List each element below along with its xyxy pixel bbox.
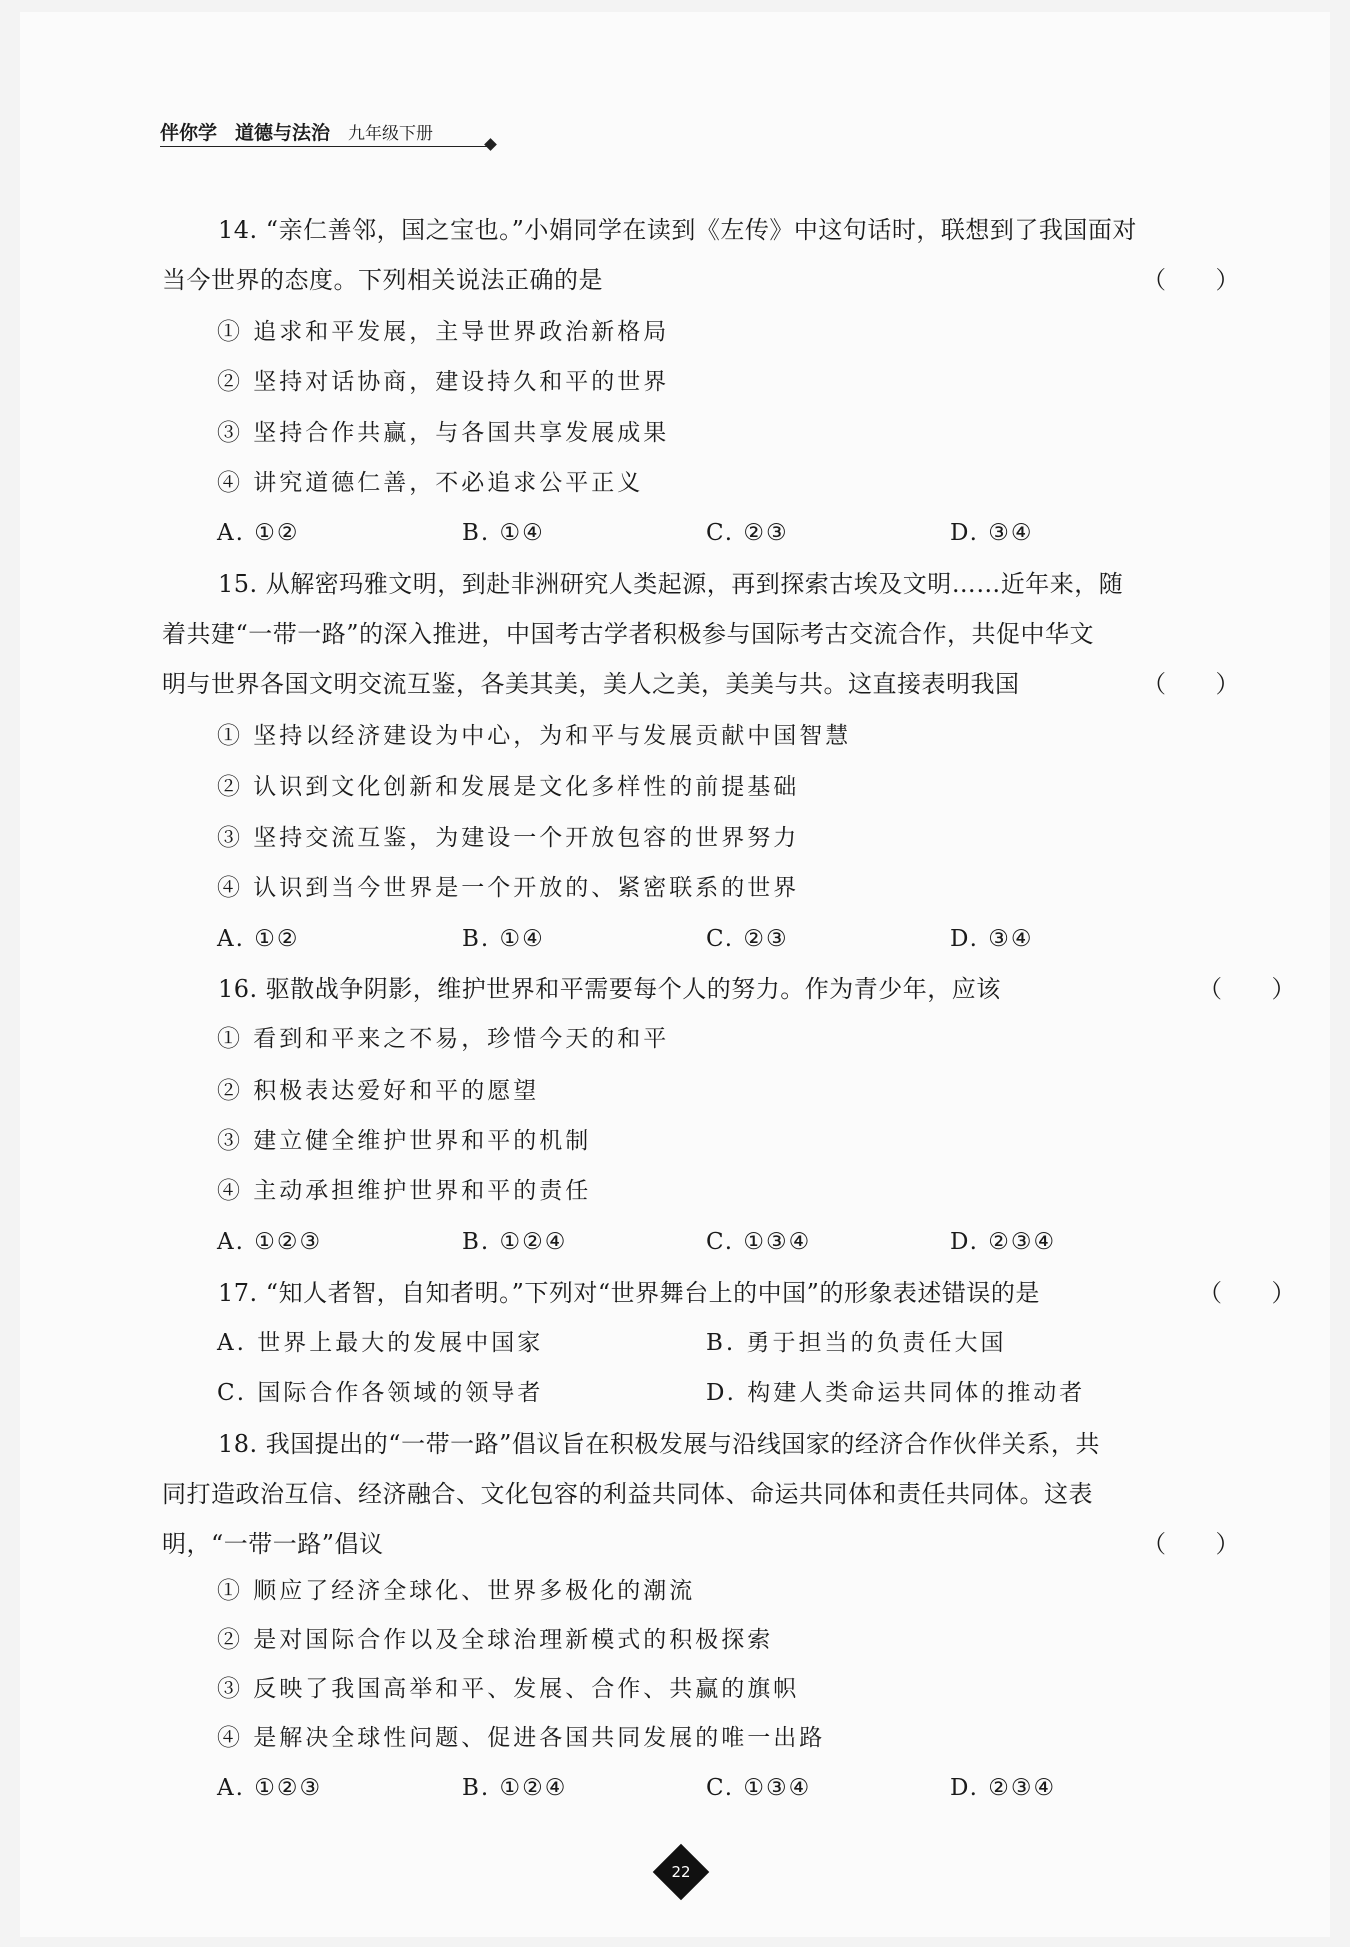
option-item: ② 是对国际合作以及全球治理新模式的积极探索 xyxy=(217,1627,774,1653)
question-stem-line: 17. “知人者智，自知者明。”下列对“世界舞台上的中国”的形象表述错误的是 xyxy=(218,1279,1040,1307)
answer-choice-c: C. ①③④ xyxy=(706,1229,812,1255)
answer-paren: （ ） xyxy=(1142,1530,1240,1558)
option-item: ③ 建立健全维护世界和平的机制 xyxy=(217,1128,592,1154)
answer-choice-a: A. ①② xyxy=(217,520,300,546)
option-item: ① 坚持以经济建设为中心，为和平与发展贡献中国智慧 xyxy=(217,723,852,749)
answer-paren: （ ） xyxy=(1142,266,1240,294)
answer-choice-d: D. ③④ xyxy=(950,520,1034,546)
header-brand: 伴你学 xyxy=(160,122,218,144)
question-stem-line: 15. 从解密玛雅文明，到赴非洲研究人类起源，再到探索古埃及文明……近年来，随 xyxy=(218,570,1124,598)
option-item: ② 坚持对话协商，建设持久和平的世界 xyxy=(217,369,670,395)
answer-choice-b: B. ①②④ xyxy=(462,1229,568,1255)
answer-choice-a: A. ①②③ xyxy=(217,1775,323,1801)
question-stem-line: 明，“一带一路”倡议 xyxy=(162,1530,384,1558)
question-stem-line: 当今世界的态度。下列相关说法正确的是 xyxy=(162,266,603,294)
option-item: ① 看到和平来之不易，珍惜今天的和平 xyxy=(217,1026,670,1052)
answer-choice-b: B. ①④ xyxy=(462,520,545,546)
answer-choice-d: D. 构建人类命运共同体的推动者 xyxy=(706,1380,1086,1406)
answer-choice-b: B. 勇于担当的负责任大国 xyxy=(706,1330,1007,1356)
option-item: ④ 主动承担维护世界和平的责任 xyxy=(217,1178,592,1204)
option-item: ③ 反映了我国高举和平、发展、合作、共赢的旗帜 xyxy=(217,1676,800,1702)
option-item: ① 追求和平发展，主导世界政治新格局 xyxy=(217,319,670,345)
answer-paren: （ ） xyxy=(1198,1279,1296,1307)
question-14-stem xyxy=(162,205,1240,305)
answer-choice-a: A. ①② xyxy=(217,926,300,952)
answer-choice-c: C. ②③ xyxy=(706,926,789,952)
answer-choice-a: A. 世界上最大的发展中国家 xyxy=(217,1330,544,1356)
answer-choice-b: B. ①④ xyxy=(462,926,545,952)
answer-choice-c: C. ①③④ xyxy=(706,1775,812,1801)
answer-choice-d: D. ③④ xyxy=(950,926,1034,952)
question-stem-line: 着共建“一带一路”的深入推进，中国考古学者积极参与国际考古交流合作，共促中华文 xyxy=(162,620,1095,648)
option-item: ③ 坚持合作共赢，与各国共享发展成果 xyxy=(217,420,670,446)
question-stem-line: 16. 驱散战争阴影，维护世界和平需要每个人的努力。作为青少年，应该 xyxy=(218,975,1001,1003)
header-rule xyxy=(160,146,490,147)
header-grade: 九年级下册 xyxy=(348,124,434,144)
answer-paren: （ ） xyxy=(1198,975,1296,1003)
answer-choice-c: C. ②③ xyxy=(706,520,789,546)
answer-choice-c: C. 国际合作各领域的领导者 xyxy=(217,1380,544,1406)
option-item: ② 认识到文化创新和发展是文化多样性的前提基础 xyxy=(217,774,800,800)
answer-choice-a: A. ①②③ xyxy=(217,1229,323,1255)
question-stem-line: 明与世界各国文明交流互鉴，各美其美，美人之美，美美与共。这直接表明我国 xyxy=(162,670,1020,698)
option-item: ② 积极表达爱好和平的愿望 xyxy=(217,1078,540,1104)
option-item: ④ 认识到当今世界是一个开放的、紧密联系的世界 xyxy=(217,875,800,901)
option-item: ④ 是解决全球性问题、促进各国共同发展的唯一出路 xyxy=(217,1725,826,1751)
question-16-stem xyxy=(162,964,1296,1014)
question-stem-line: 14. “亲仁善邻，国之宝也。”小娟同学在读到《左传》中这句话时，联想到了我国面对 xyxy=(218,216,1137,244)
question-stem-line: 同打造政治互信、经济融合、文化包容的利益共同体、命运共同体和责任共同体。这表 xyxy=(162,1480,1093,1508)
answer-paren: （ ） xyxy=(1142,670,1240,698)
question-stem-line: 18. 我国提出的“一带一路”倡议旨在积极发展与沿线国家的经济合作伙伴关系，共 xyxy=(218,1430,1100,1458)
option-item: ③ 坚持交流互鉴，为建设一个开放包容的世界努力 xyxy=(217,825,800,851)
page-number: 22 xyxy=(671,1863,691,1881)
option-item: ④ 讲究道德仁善，不必追求公平正义 xyxy=(217,470,644,496)
answer-choice-d: D. ②③④ xyxy=(950,1775,1057,1801)
question-18-stem xyxy=(162,1419,1240,1569)
option-item: ① 顺应了经济全球化、世界多极化的潮流 xyxy=(217,1578,696,1604)
running-header xyxy=(160,118,433,148)
answer-choice-b: B. ①②④ xyxy=(462,1775,568,1801)
header-subject: 道德与法治 xyxy=(235,122,331,144)
question-15-stem xyxy=(162,559,1240,709)
question-17-stem xyxy=(162,1268,1296,1318)
answer-choice-d: D. ②③④ xyxy=(950,1229,1057,1255)
